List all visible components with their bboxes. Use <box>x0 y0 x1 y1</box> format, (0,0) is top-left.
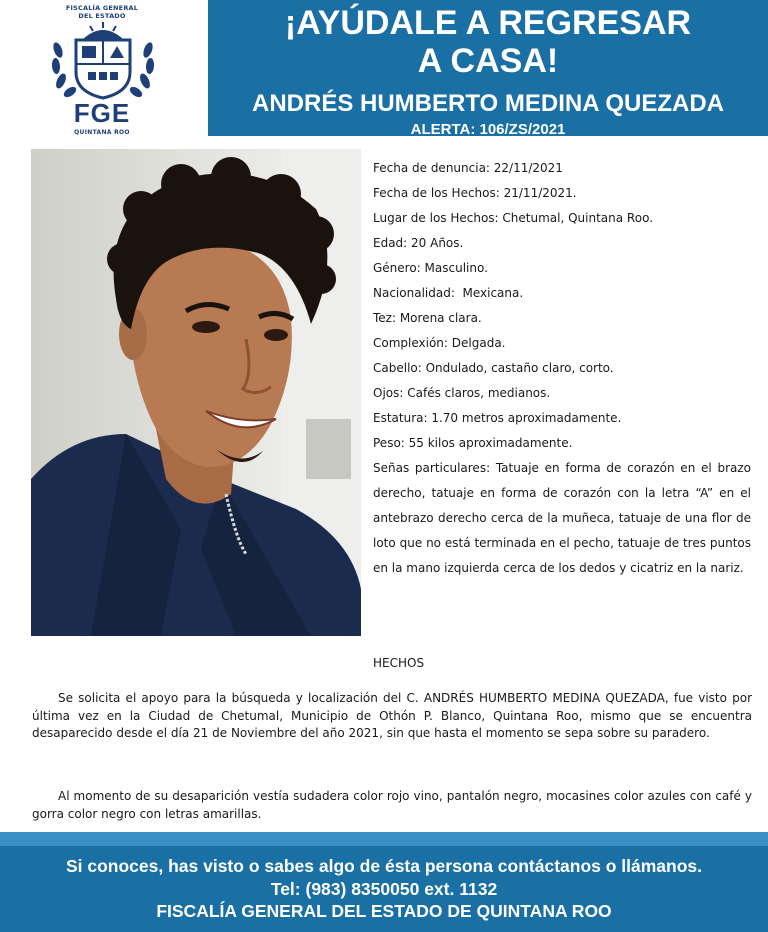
logo-top-text <box>40 4 164 20</box>
detail-edad: Edad: 20 Años. <box>373 236 464 250</box>
detail-senas-particulares: Señas particulares: Tatuaje en forma de corazón en el brazo derecho, tatuaje en forma de corazón con la letra “A” en el antebrazo derecho cerca de la muñeca, tatuaje de una flor de loto que no está terminada en el pecho, tatuaje de tres puntos en la mano izquierda cerca de los dedos y cicatriz en la nariz. <box>373 461 751 575</box>
alert-number: ALERTA: 106/ZS/2021 <box>410 121 566 137</box>
detail-nacionalidad: Nacionalidad: Mexicana. <box>373 286 524 300</box>
detail-peso: Peso: 55 kilos aproximadamente. <box>373 436 573 450</box>
detail-cabello: Cabello: Ondulado, castaño claro, corto. <box>373 361 614 375</box>
detail-fecha-hechos: Fecha de los Hechos: 21/11/2021. <box>373 186 577 200</box>
footer-agency: FISCALÍA GENERAL DEL ESTADO DE QUINTANA ROO <box>156 901 612 921</box>
footer-stripe <box>0 832 768 846</box>
person-name: ANDRÉS HUMBERTO MEDINA QUEZADA <box>251 90 724 117</box>
hechos-heading: HECHOS <box>373 656 425 670</box>
logo-top-text-line-2: DEL ESTADO <box>78 12 126 20</box>
header-title <box>208 4 768 80</box>
hechos-paragraph-1: Se solicita el apoyo para la búsqueda y localización del C. ANDRÉS HUMBERTO MEDINA QUEZADA, fue visto por última vez en la Ciudad de Chetumal, Municipio de Othón P. Blanco, Quintana Roo, mismo que se encuentra desaparecido desde el día 21 de Noviembre del año 2021, sin que hasta el momento se sepa sobre su paradero. <box>32 691 752 740</box>
hechos-paragraph-2: Al momento de su desaparición vestía sudadera color rojo vino, pantalón negro, mocasines color azules con café y gorra color negro con letras amarillas. <box>32 789 752 821</box>
state-crest-icon <box>48 20 158 100</box>
detail-ojos: Ojos: Cafés claros, medianos. <box>373 386 551 400</box>
detail-lugar: Lugar de los Hechos: Chetumal, Quintana Roo. <box>373 211 654 225</box>
logo-acronym: FGE <box>73 98 131 128</box>
detail-fecha-denuncia: Fecha de denuncia: 22/11/2021 <box>373 161 563 175</box>
detail-complexion: Complexión: Delgada. <box>373 336 506 350</box>
footer-contact-message: Si conoces, has visto o sabes algo de ésta persona contáctanos o llámanos. <box>65 856 703 876</box>
header-title-line-2: A CASA! <box>417 42 559 80</box>
detail-genero: Género: Masculino. <box>373 261 488 275</box>
person-photo-icon <box>31 149 361 636</box>
header-title-line-1: ¡AYÚDALE A REGRESAR <box>284 4 692 42</box>
logo-top-text-line-1: FISCALÍA GENERAL <box>65 4 139 12</box>
person-photo <box>31 149 361 636</box>
detail-estatura: Estatura: 1.70 metros aproximadamente. <box>373 411 622 425</box>
detail-tez: Tez: Morena clara. <box>373 311 482 325</box>
footer-phone: Tel: (983) 8350050 ext. 1132 <box>270 879 498 899</box>
person-details <box>373 156 751 581</box>
logo-bottom-text: QUINTANA ROO <box>74 129 130 136</box>
fge-logo <box>0 0 208 145</box>
